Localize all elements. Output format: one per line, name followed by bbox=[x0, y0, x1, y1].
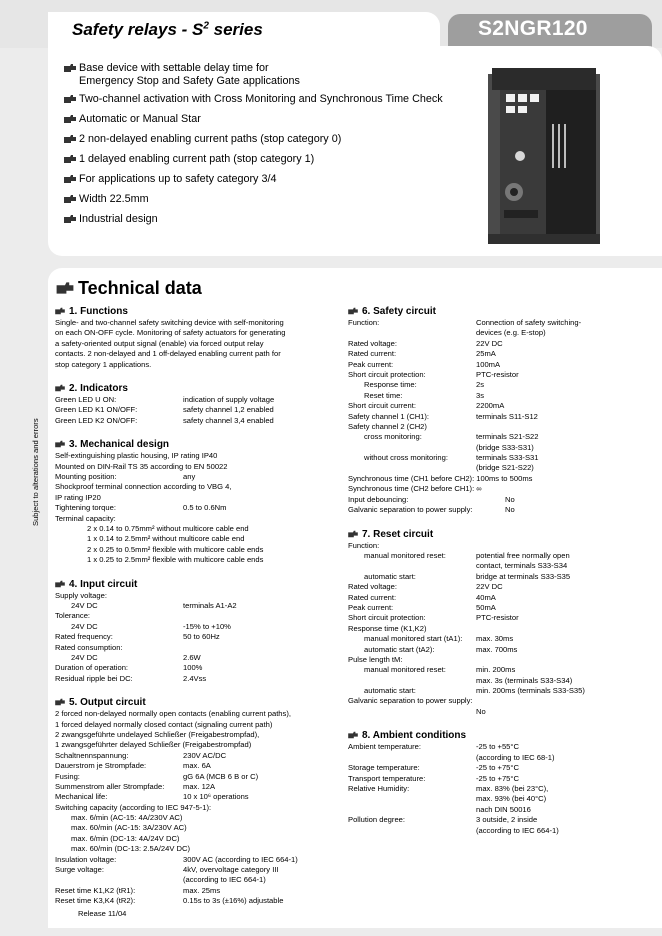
spec-value: max. 6A bbox=[183, 761, 211, 771]
spec-value: max. 12A bbox=[183, 781, 216, 791]
spec-value: No bbox=[505, 494, 515, 504]
feature-line: Emergency Stop and Safety Gate applications bbox=[79, 75, 300, 87]
page-title: Safety relays - $S^2$ series bbox=[72, 20, 263, 39]
spec-label: Short circuit current: bbox=[348, 401, 416, 411]
spec-row bbox=[348, 815, 538, 825]
spec-value: 2.6W bbox=[183, 652, 201, 662]
spec-value: potential free normally open bbox=[476, 550, 570, 560]
spec-label: Rated frequency: bbox=[55, 632, 113, 642]
spec-row bbox=[55, 865, 279, 875]
spec-row bbox=[55, 740, 252, 750]
spec-label: Schaltnennspannung: bbox=[55, 750, 129, 760]
spec-row bbox=[348, 401, 505, 411]
spec-label: 2 zwangsgeführte undelayed Schließer (Freigabestrompfad), bbox=[55, 729, 260, 739]
side-note: Subject to alterations and errors bbox=[31, 418, 40, 526]
spec-label: Rated consumption: bbox=[55, 642, 123, 652]
pointing-hand-icon bbox=[64, 94, 76, 104]
device-photo-icon bbox=[478, 64, 618, 250]
spec-row bbox=[55, 395, 275, 405]
spec-label: Galvanic separation to power supply: bbox=[348, 696, 473, 706]
spec-label: Function: bbox=[348, 540, 380, 550]
spec-label: Synchronous time (CH2 before CH1): ∞ bbox=[348, 484, 482, 494]
spec-value: 2.4Vss bbox=[183, 673, 207, 683]
spec-value: No bbox=[505, 505, 515, 515]
spec-row bbox=[348, 505, 515, 515]
spec-row bbox=[348, 494, 515, 505]
spec-value: safety channel 1,2 enabled bbox=[183, 405, 274, 415]
spec-label: Green LED K2 ON/OFF: bbox=[55, 415, 138, 425]
pointing-hand-icon bbox=[348, 307, 358, 315]
spec-row bbox=[55, 591, 137, 601]
spec-row bbox=[55, 781, 216, 792]
spec-value: max. 25ms bbox=[183, 885, 221, 895]
spec-label: 1 x 0.14 to 2.5mm² without multicore cable end bbox=[87, 534, 245, 544]
spec-label: Function: bbox=[348, 318, 380, 327]
spec-label: Response time (K1,K2) bbox=[348, 623, 427, 633]
spec-row bbox=[55, 896, 284, 906]
spec-label: Reset time: bbox=[364, 390, 403, 400]
feature-line: Width 22.5mm bbox=[79, 193, 149, 205]
spec-value: PTC-resistor bbox=[476, 613, 519, 623]
spec-label: Mechanical life: bbox=[55, 792, 108, 802]
spec-label: Mounted on DIN-Rail TS 35 according to EN 50022 bbox=[55, 461, 228, 471]
feature-text bbox=[79, 153, 314, 166]
spec-row bbox=[348, 742, 519, 752]
spec-row bbox=[348, 696, 473, 706]
spec-value: min. 200ms bbox=[476, 665, 516, 675]
spec-row bbox=[55, 833, 180, 844]
feature-line: 2 non-delayed enabling current paths (stop category 0) bbox=[79, 133, 342, 145]
spec-value: terminals S11-S12 bbox=[476, 411, 538, 421]
feature-text bbox=[79, 213, 158, 226]
spec-row bbox=[348, 411, 538, 422]
spec-row bbox=[55, 761, 211, 771]
spec-section-title-text: 2. Indicators bbox=[69, 383, 128, 394]
spec-row bbox=[348, 783, 549, 794]
spec-value: max. 3s (terminals S33-S34) bbox=[476, 675, 573, 685]
spec-label: Fusing: bbox=[55, 771, 80, 781]
spec-label: Tightening torque: bbox=[55, 503, 116, 513]
spec-label: Transport temperature: bbox=[348, 773, 426, 783]
spec-section-title-text: 1. Functions bbox=[69, 306, 128, 317]
spec-row bbox=[348, 655, 433, 665]
spec-row bbox=[348, 773, 519, 784]
spec-value: terminals A1-A2 bbox=[183, 600, 237, 610]
spec-label: Summenstrom aller Strompfade: bbox=[55, 781, 165, 791]
spec-label: manual monitored start (tA1): bbox=[364, 634, 463, 644]
spec-label: Response time: bbox=[364, 380, 417, 390]
spec-label: Switching capacity (according to IEC 947-5-1): bbox=[55, 802, 212, 812]
spec-value: No bbox=[476, 706, 486, 716]
spec-label: Single- and two-channel safety switching device with self-monitoring bbox=[55, 318, 284, 327]
spec-row bbox=[55, 673, 207, 684]
pointing-hand-icon bbox=[64, 174, 76, 184]
spec-value: 50 to 60Hz bbox=[183, 632, 220, 642]
spec-value: (bridge S33-S31) bbox=[476, 442, 534, 452]
spec-value: 25mA bbox=[476, 349, 496, 359]
spec-row bbox=[55, 611, 137, 621]
spec-section-title bbox=[55, 696, 146, 709]
spec-label: 1 forced delayed normally closed contact (signaling current path) bbox=[55, 719, 273, 729]
spec-label: cross monitoring: bbox=[364, 432, 422, 442]
spec-row bbox=[348, 463, 534, 473]
pointing-hand-icon bbox=[348, 731, 358, 739]
spec-section bbox=[55, 438, 264, 565]
spec-row bbox=[348, 706, 486, 717]
spec-row bbox=[348, 318, 582, 328]
spec-label: Rated current: bbox=[348, 349, 397, 359]
spec-value: 3 outside, 2 inside bbox=[476, 815, 538, 825]
spec-row bbox=[348, 359, 501, 370]
pointing-hand-icon bbox=[64, 194, 76, 204]
pointing-hand-icon bbox=[64, 114, 76, 124]
spec-value: 100% bbox=[183, 663, 203, 673]
spec-label: Safety channel 2 (CH2) bbox=[348, 421, 427, 431]
spec-label: max. 60/min (DC-13: 2.5A/24V DC) bbox=[71, 844, 191, 854]
spec-row bbox=[55, 854, 298, 865]
spec-label: Short circuit protection: bbox=[348, 613, 426, 623]
spec-value: safety channel 3,4 enabled bbox=[183, 415, 274, 425]
feature-text bbox=[79, 133, 341, 146]
spec-value: 3s bbox=[476, 390, 485, 400]
spec-row bbox=[55, 885, 221, 896]
spec-label: manual monitored reset: bbox=[364, 550, 446, 560]
feature-line: Automatic or Manual Star bbox=[79, 113, 201, 125]
feature-line: 1 delayed enabling current path (stop category 1) bbox=[79, 153, 315, 165]
spec-label: Rated voltage: bbox=[348, 582, 397, 592]
spec-row bbox=[348, 763, 519, 773]
spec-row bbox=[348, 328, 546, 338]
spec-label: Tolerance: bbox=[55, 611, 91, 621]
spec-section-title bbox=[348, 305, 436, 318]
spec-row bbox=[55, 729, 260, 740]
spec-label: manual monitored reset: bbox=[364, 665, 446, 675]
spec-label: 2 forced non-delayed normally open contacts (enabling current paths), bbox=[55, 709, 291, 719]
spec-label: Self-extinguishing plastic housing, IP rating IP40 bbox=[55, 451, 218, 461]
pointing-hand-icon bbox=[64, 134, 76, 144]
pointing-hand-icon bbox=[55, 698, 65, 706]
spec-section-title bbox=[55, 578, 137, 591]
spec-value: max. 93% (bei 40°C) bbox=[476, 794, 547, 804]
spec-row bbox=[348, 825, 559, 836]
spec-row bbox=[55, 823, 187, 833]
spec-value: 50mA bbox=[476, 602, 496, 612]
spec-row bbox=[55, 555, 264, 565]
spec-label: Peak current: bbox=[348, 359, 394, 369]
spec-row bbox=[348, 582, 503, 592]
spec-value: 22V DC bbox=[476, 338, 503, 348]
feature-line: For applications up to safety category 3/4 bbox=[79, 173, 277, 185]
feature-text bbox=[79, 93, 443, 106]
spec-row bbox=[55, 523, 249, 534]
pointing-hand-icon bbox=[55, 307, 65, 315]
spec-value: any bbox=[183, 471, 196, 481]
spec-row bbox=[55, 493, 169, 503]
spec-value: 0.15s to 3s (±16%) adjustable bbox=[183, 896, 284, 906]
model-name: S2NGR120 bbox=[478, 17, 588, 40]
spec-section-title bbox=[55, 305, 128, 318]
spec-section bbox=[348, 305, 582, 515]
spec-label: without cross monitoring: bbox=[364, 453, 448, 463]
spec-row bbox=[348, 473, 533, 484]
spec-section-title bbox=[55, 438, 169, 451]
spec-row bbox=[55, 415, 274, 426]
spec-label: 24V DC bbox=[71, 652, 98, 662]
spec-label: a safety-oriented output signal (enable) via forced output relay bbox=[55, 338, 264, 348]
spec-row bbox=[55, 534, 245, 544]
spec-row bbox=[348, 644, 518, 655]
spec-label: 1 x 0.25 to 2.5mm² flexible with multicore cable ends bbox=[87, 555, 264, 565]
spec-label: Terminal capacity: bbox=[55, 513, 116, 523]
spec-value: nach DIN 50016 bbox=[476, 804, 531, 814]
spec-row bbox=[348, 752, 555, 763]
spec-value: devices (e.g. E-stop) bbox=[476, 328, 546, 338]
spec-value: min. 200ms (terminals S33-S35) bbox=[476, 686, 585, 696]
spec-row bbox=[55, 349, 281, 359]
spec-label: Insulation voltage: bbox=[55, 854, 117, 864]
spec-row bbox=[55, 544, 264, 555]
spec-label: automatic start: bbox=[364, 686, 416, 696]
spec-section-title-text: 6. Safety circuit bbox=[362, 306, 436, 317]
feature-line: Two-channel activation with Cross Monitoring and Synchronous Time Check bbox=[79, 93, 443, 105]
spec-row bbox=[55, 503, 227, 513]
spec-value: max. 30ms bbox=[476, 634, 514, 644]
pointing-hand-icon bbox=[64, 214, 76, 224]
spec-label: Surge voltage: bbox=[55, 865, 104, 875]
spec-row bbox=[348, 634, 514, 644]
spec-label: Duration of operation: bbox=[55, 663, 129, 673]
spec-label: Storage temperature: bbox=[348, 763, 420, 773]
spec-value: 300V AC (according to IEC 664-1) bbox=[183, 854, 298, 864]
spec-label: Reset time K1,K2 (tR1): bbox=[55, 885, 136, 895]
spec-label: on each ON-OFF cycle. Monitoring of safety actuators for generating bbox=[55, 328, 286, 338]
spec-value: Connection of safety switching- bbox=[476, 318, 582, 327]
spec-value: -25 to +55°C bbox=[476, 742, 519, 752]
spec-row bbox=[348, 338, 503, 349]
spec-row bbox=[55, 802, 212, 813]
spec-label: 1 zwangsgeführter delayed Schließer (Freigabestrompfad) bbox=[55, 740, 252, 750]
pointing-hand-icon bbox=[64, 63, 76, 73]
spec-section-title-text: 5. Output circuit bbox=[69, 697, 146, 709]
spec-value: terminals S21-S22 bbox=[476, 432, 539, 442]
spec-row bbox=[55, 632, 220, 642]
spec-value: 22V DC bbox=[476, 582, 503, 592]
spec-label: Residual ripple bei DC: bbox=[55, 673, 133, 683]
spec-label: 2 x 0.25 to 0.5mm² flexible with multicore cable ends bbox=[87, 544, 264, 554]
spec-label: Synchronous time (CH1 before CH2): 100ms to 500ms bbox=[348, 473, 533, 483]
spec-row bbox=[348, 794, 547, 804]
spec-row bbox=[55, 318, 284, 328]
spec-row bbox=[55, 875, 266, 885]
spec-label: stop category 1 applications. bbox=[55, 359, 152, 369]
spec-row bbox=[55, 328, 286, 338]
spec-section-title-text: 3. Mechanical design bbox=[69, 439, 170, 451]
spec-value: gG 6A (MCB 6 B or C) bbox=[183, 771, 259, 781]
section-title: Technical data bbox=[78, 278, 202, 298]
spec-value: terminals S33-S31 bbox=[476, 453, 539, 463]
spec-row bbox=[348, 541, 433, 551]
spec-label: Galvanic separation to power supply: bbox=[348, 505, 473, 515]
spec-section-title-text: 7. Reset circuit bbox=[362, 528, 434, 540]
spec-row bbox=[55, 663, 203, 673]
spec-row bbox=[55, 359, 152, 370]
spec-row bbox=[348, 624, 433, 634]
feature-text bbox=[79, 62, 300, 88]
spec-row bbox=[55, 338, 264, 349]
spec-label: 24V DC bbox=[71, 621, 98, 631]
feature-text bbox=[79, 173, 276, 186]
spec-label: Mounting position: bbox=[55, 471, 117, 481]
spec-label: Rated current: bbox=[348, 592, 397, 602]
spec-row bbox=[55, 461, 228, 472]
spec-row bbox=[348, 675, 573, 686]
spec-label: IP rating IP20 bbox=[55, 492, 101, 502]
spec-row bbox=[348, 550, 570, 561]
spec-row bbox=[55, 482, 232, 492]
spec-row bbox=[348, 561, 568, 571]
spec-row bbox=[55, 813, 183, 823]
spec-row bbox=[348, 380, 485, 390]
spec-value: (according to IEC 664-1) bbox=[183, 875, 266, 885]
spec-row bbox=[55, 451, 218, 461]
pointing-hand-icon bbox=[55, 580, 65, 588]
spec-label: Rated voltage: bbox=[348, 338, 397, 348]
spec-section bbox=[55, 578, 237, 685]
spec-label: Shockproof terminal connection according to VBG 4, bbox=[55, 482, 232, 492]
spec-row bbox=[55, 652, 201, 663]
spec-row bbox=[55, 750, 227, 761]
feature-line: Industrial design bbox=[79, 213, 158, 225]
spec-row bbox=[348, 613, 519, 623]
spec-value: 2200mA bbox=[476, 401, 505, 411]
pointing-hand-icon bbox=[55, 384, 65, 392]
spec-value: 0.5 to 0.6Nm bbox=[183, 503, 227, 513]
spec-label: Pulse length tM: bbox=[348, 654, 403, 664]
spec-label: Green LED U ON: bbox=[55, 395, 117, 404]
pointing-hand-icon bbox=[56, 281, 74, 295]
spec-row bbox=[348, 686, 585, 696]
spec-value: (according to IEC 664-1) bbox=[476, 825, 559, 835]
spec-label: Relative Humidity: bbox=[348, 783, 410, 793]
spec-label: automatic start (tA2): bbox=[364, 644, 435, 654]
spec-label: Dauerstrom je Strompfade: bbox=[55, 761, 147, 771]
spec-section-title bbox=[348, 729, 466, 742]
spec-row bbox=[55, 709, 291, 719]
spec-row bbox=[348, 369, 519, 380]
spec-label: Pollution degree: bbox=[348, 815, 405, 825]
spec-value: -25 to +75°C bbox=[476, 773, 519, 783]
spec-row bbox=[55, 514, 169, 524]
spec-label: max. 60/min (AC-15: 3A/230V AC) bbox=[71, 823, 187, 833]
spec-section bbox=[55, 696, 298, 906]
spec-value: 2s bbox=[476, 380, 485, 390]
spec-section bbox=[55, 305, 286, 370]
spec-row bbox=[348, 432, 539, 442]
spec-section-title bbox=[55, 382, 128, 395]
spec-label: Reset time K3,K4 (tR2): bbox=[55, 896, 136, 906]
spec-label: contacts. 2 non-delayed and 1 off-delayed enabling current path for bbox=[55, 349, 281, 359]
pointing-hand-icon bbox=[64, 154, 76, 164]
feature-text bbox=[79, 193, 149, 206]
spec-row bbox=[348, 349, 496, 359]
spec-row bbox=[348, 571, 571, 582]
spec-row bbox=[55, 771, 259, 782]
spec-value: indication of supply voltage bbox=[183, 395, 275, 404]
release-note: Release 11/04 bbox=[78, 909, 127, 918]
spec-label: 2 x 0.14 to 0.75mm² without multicore cable end bbox=[87, 523, 249, 533]
spec-label: Green LED K1 ON/OFF: bbox=[55, 405, 138, 415]
spec-value: 40mA bbox=[476, 592, 496, 602]
spec-value: 230V AC/DC bbox=[183, 750, 227, 760]
spec-value: max. 83% (bei 23°C), bbox=[476, 783, 549, 793]
pointing-hand-icon bbox=[55, 440, 65, 448]
spec-row bbox=[55, 621, 231, 632]
spec-value: PTC-resistor bbox=[476, 369, 519, 379]
spec-section bbox=[348, 729, 559, 836]
spec-label: Supply voltage: bbox=[55, 590, 107, 600]
spec-row bbox=[55, 643, 137, 653]
spec-label: 24V DC bbox=[71, 600, 98, 610]
spec-label: automatic start: bbox=[364, 571, 416, 581]
spec-row bbox=[55, 719, 273, 730]
spec-section bbox=[55, 382, 275, 426]
feature-line: Base device with settable delay time for bbox=[79, 62, 269, 74]
spec-row bbox=[55, 405, 274, 415]
spec-value: (bridge S21-S22) bbox=[476, 463, 534, 473]
spec-row bbox=[348, 390, 485, 401]
spec-row bbox=[55, 471, 196, 482]
spec-row bbox=[348, 592, 496, 603]
spec-value: contact, terminals S33-S34 bbox=[476, 561, 568, 571]
spec-value: 4kV, overvoltage category III bbox=[183, 865, 279, 875]
spec-label: Input debouncing: bbox=[348, 494, 409, 504]
spec-label: Ambient temperature: bbox=[348, 742, 422, 752]
spec-row bbox=[348, 442, 534, 453]
spec-section-title bbox=[348, 528, 433, 541]
spec-value: -15% to +10% bbox=[183, 621, 231, 631]
spec-row bbox=[55, 600, 237, 611]
spec-value: 10 x 10⁶ operations bbox=[183, 792, 249, 802]
spec-row bbox=[348, 422, 436, 432]
spec-row bbox=[55, 792, 249, 802]
spec-section-title-text: 4. Input circuit bbox=[69, 578, 138, 590]
spec-row bbox=[348, 602, 496, 613]
spec-value: (according to IEC 68-1) bbox=[476, 752, 555, 762]
pointing-hand-icon bbox=[348, 530, 358, 538]
spec-section-title-text: 8. Ambient conditions bbox=[362, 730, 467, 742]
feature-text bbox=[79, 113, 201, 126]
spec-label: max. 6/min (DC-13: 4A/24V DC) bbox=[71, 833, 180, 843]
spec-row bbox=[55, 844, 191, 854]
spec-row bbox=[348, 453, 539, 463]
spec-value: bridge at terminals S33-S35 bbox=[476, 571, 571, 581]
spec-value: max. 700ms bbox=[476, 644, 518, 654]
spec-label: Peak current: bbox=[348, 602, 394, 612]
spec-section bbox=[348, 528, 585, 718]
spec-label: Short circuit protection: bbox=[348, 369, 426, 379]
spec-row bbox=[348, 804, 531, 815]
spec-row bbox=[348, 665, 516, 675]
spec-row bbox=[348, 484, 482, 494]
spec-label: max. 6/min (AC-15: 4A/230V AC) bbox=[71, 813, 183, 823]
spec-value: -25 to +75°C bbox=[476, 763, 519, 773]
spec-value: 100mA bbox=[476, 359, 501, 369]
spec-label: Safety channel 1 (CH1): bbox=[348, 411, 430, 421]
